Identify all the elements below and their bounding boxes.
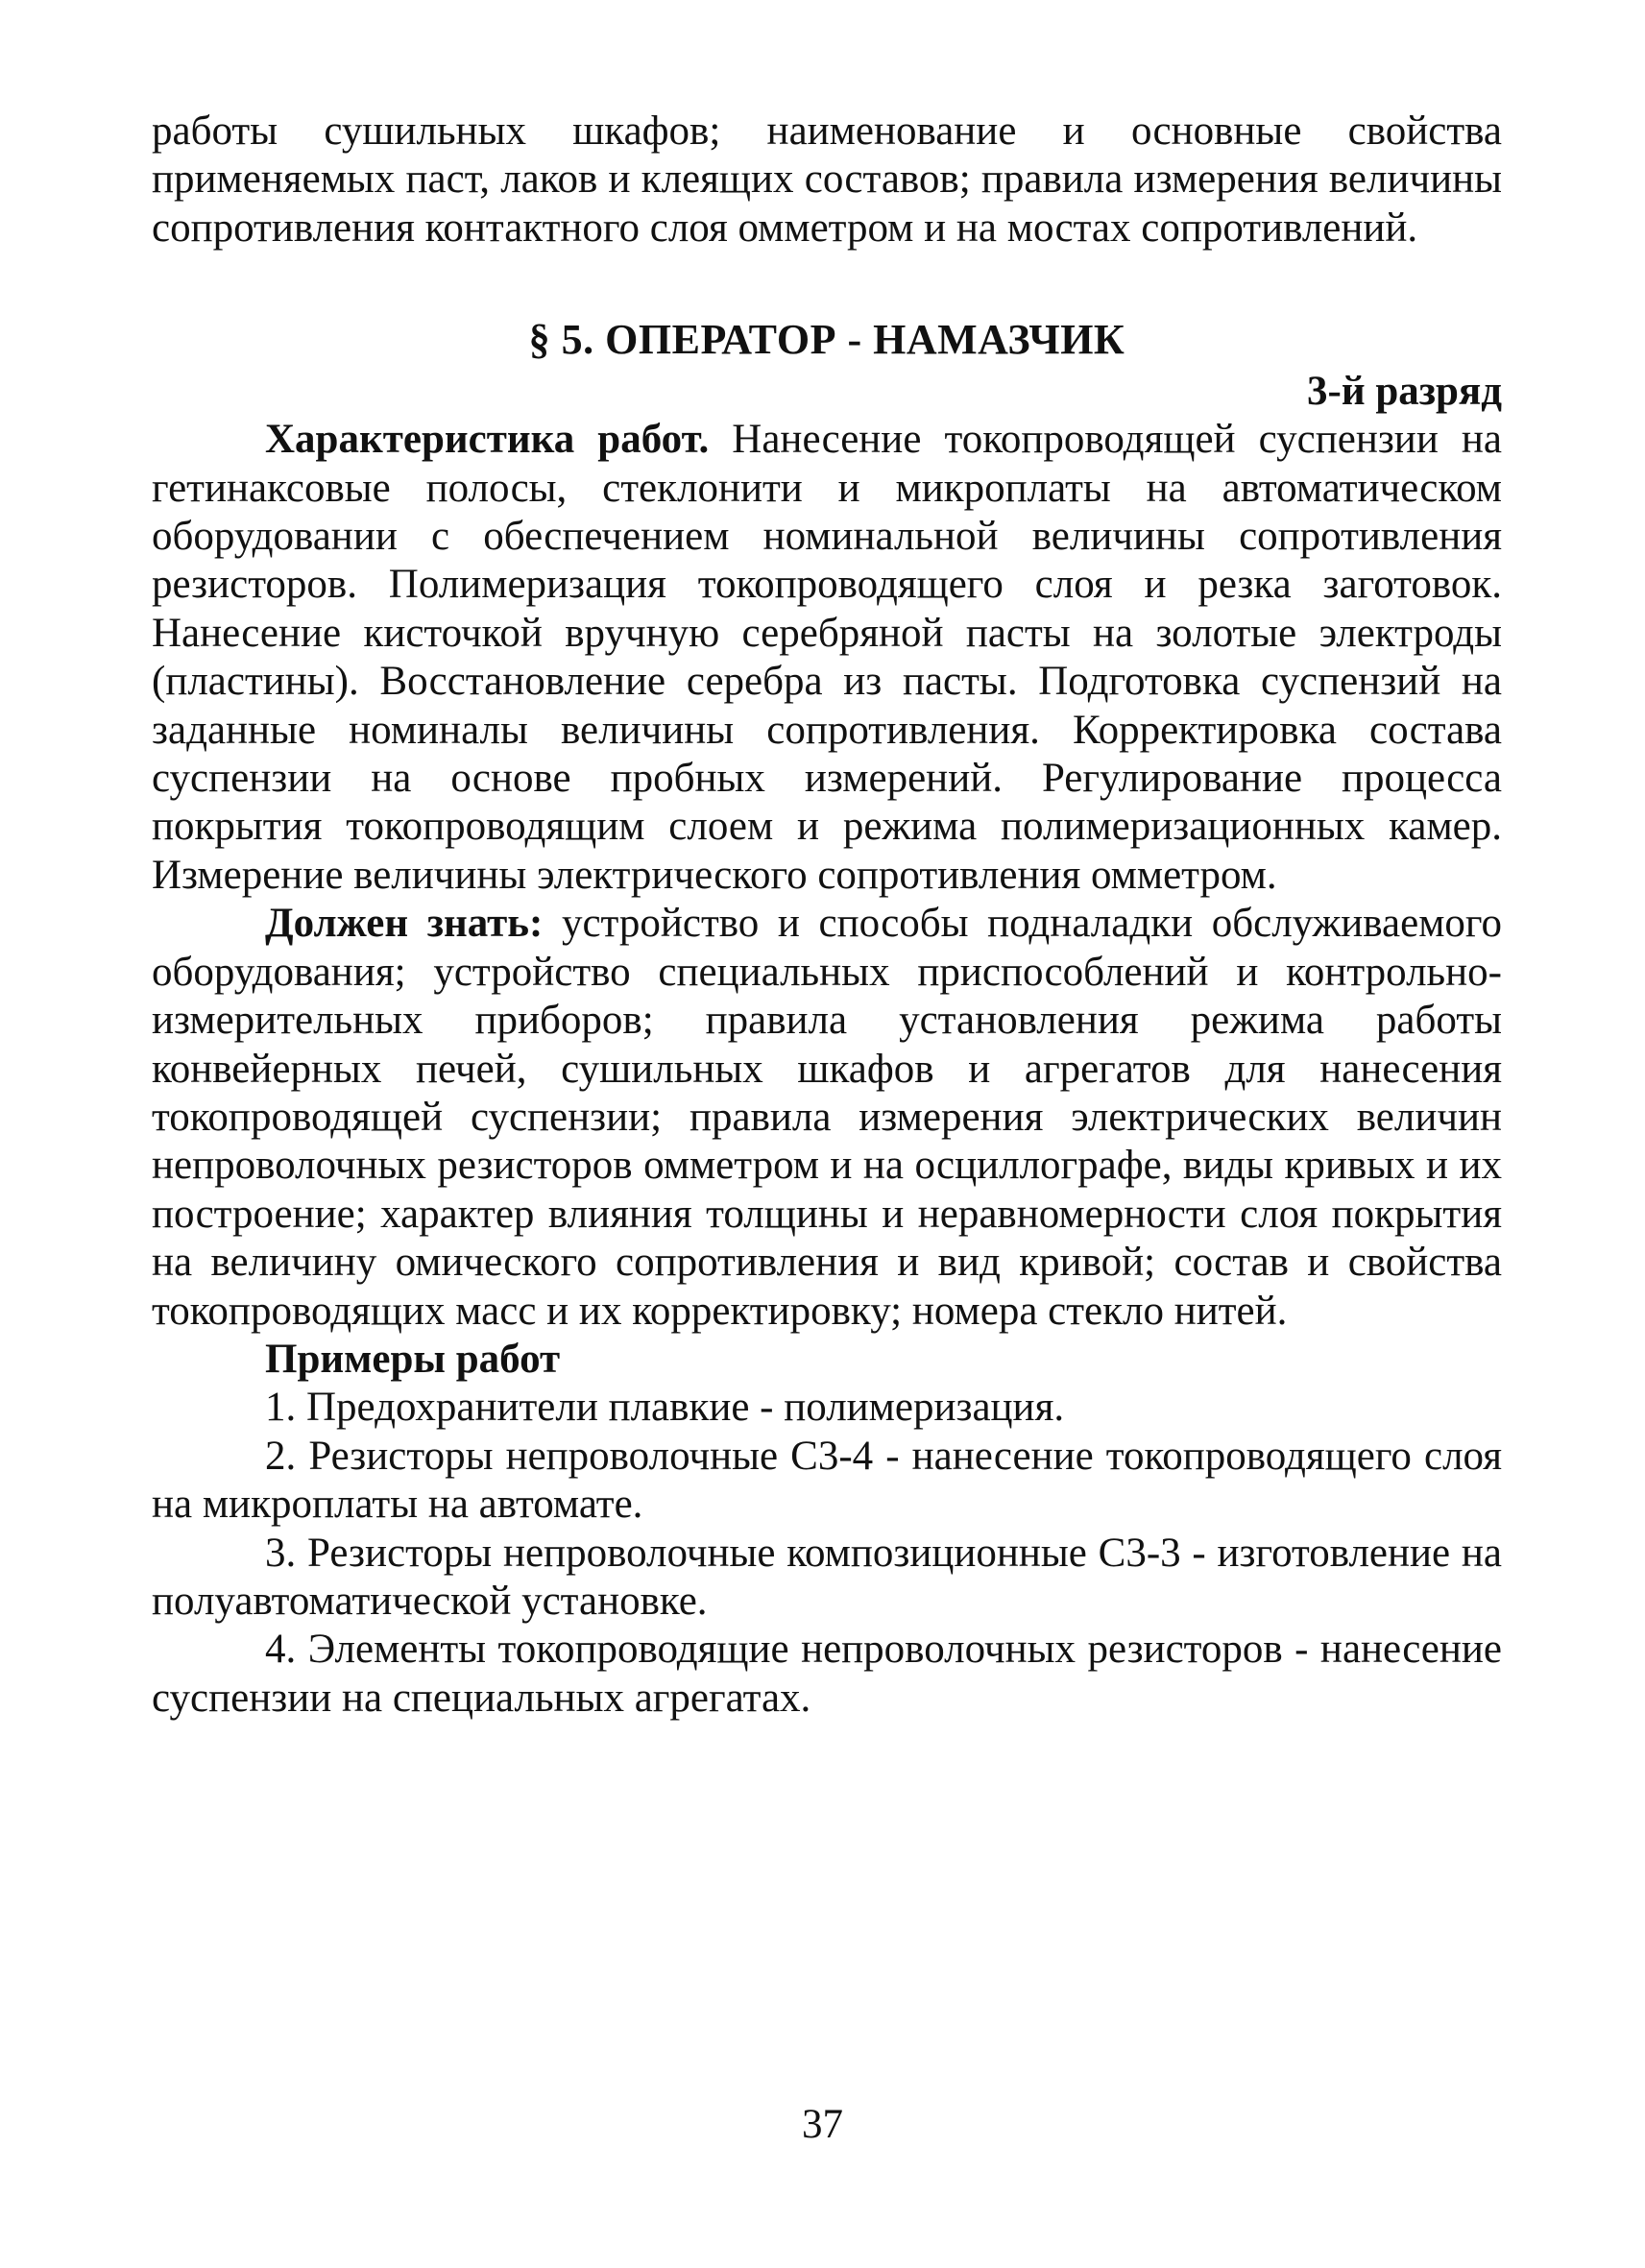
characteristics-text: Нанесение токопроводящей суспензии на гетинаксовые полосы, стеклонити и микроплаты на автоматическом оборудовании с обеспечением номинальной величины сопротивления резисторов. Полимеризация токопроводящего слоя и резка заготовок. Нанесение кисточкой вручную серебряной пасты на золотые электроды (пластины). Восстановление серебра из пасты. Подготовка суспензий на заданные номиналы величины сопротивления. Корректировка состава суспензии на основе пробных измерений. Регулирование процесса покрытия токопроводящим слоем и режима полимеризационных камер. Измерение величины электрического сопротивления омметром. [152,417,1502,898]
example-item-3: 3. Резисторы непроволочные композиционные С3-3 - изготовление на полуавтоматической установке. [152,1530,1502,1624]
page-content [152,108,1502,1723]
example-item-2: 2. Резисторы непроволочные С3-4 - нанесение токопроводящего слоя на микроплаты на автомате. [152,1433,1502,1528]
example-item-4: 4. Элементы токопроводящие непроволочных резисторов - нанесение суспензии на специальных агрегатах. [152,1627,1502,1721]
grade-label: 3-й разряд [1307,369,1502,415]
page-number: 37 [802,2102,843,2147]
must-know-label: Должен знать: [265,901,544,947]
examples-title: Примеры работ [265,1336,561,1382]
section-title: § 5. ОПЕРАТОР - НАМАЗЧИК [528,316,1125,364]
characteristics-label: Характеристика работ. [265,417,710,463]
characteristics-paragraph [152,416,1502,900]
example-item-1: 1. Предохранители плавкие - полимеризация. [265,1385,1065,1431]
must-know-text: устройство и способы подналадки обслуживаемого оборудования; устройство специальных приспособлений и контрольно-измерительных приборов; правила установления режима работы конвейерных печей, сушильных шкафов и агрегатов для нанесения токопроводящей суспензии; правила измерения электрических величин непроволочных резисторов омметром и на осциллографе, виды кривых и их построение; характер влияния толщины и неравномерности слоя покрытия на величину омического сопротивления и вид кривой; состав и свойства токопроводящих масс и их корректировку; номера стекло нитей. [152,901,1502,1334]
intro-paragraph: работы сушильных шкафов; наименование и основные свойства применяемых паст, лаков и клеящих составов; правила измерения величины сопротивления контактного слоя омметром и на мостах сопротивлений. [152,109,1502,251]
must-know-paragraph [152,900,1502,1336]
